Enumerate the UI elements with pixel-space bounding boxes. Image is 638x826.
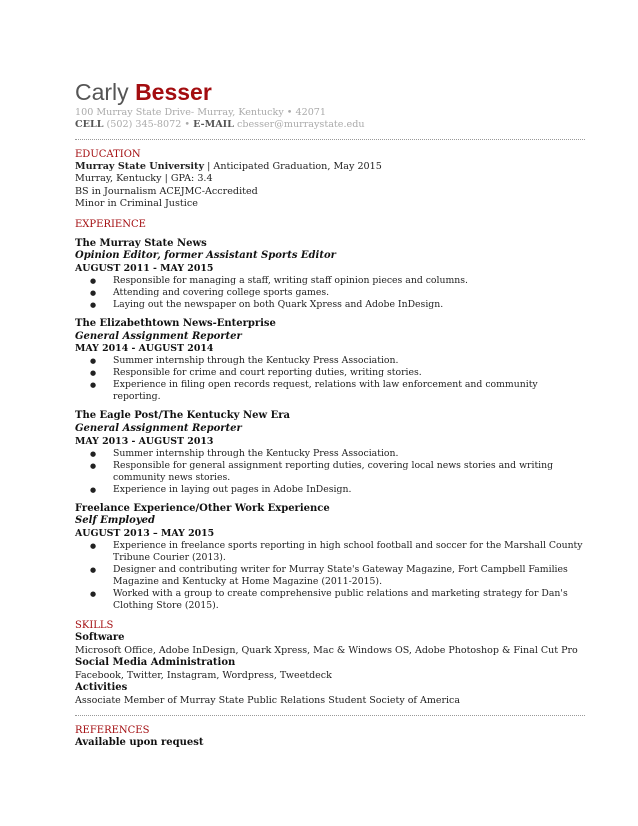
candidate-name (75, 80, 585, 104)
bullet-item: ● Worked with a group to create comprehensive public relations and marketing strategy for Dan's Clothing Store (2015). (75, 588, 585, 612)
bullet-item: ● Attending and covering college sports games. (75, 287, 585, 299)
job-dates: MAY 2013 - AUGUST 2013 (75, 435, 214, 447)
address: 100 Murray State Drive- Murray, Kentucky • 42071 (75, 107, 327, 118)
skill-value: Associate Member of Murray State Public Relations Student Society of America (75, 694, 461, 706)
experience-title: EXPERIENCE (75, 218, 146, 230)
job-entry (75, 410, 585, 495)
job-role: General Assignment Reporter (75, 423, 242, 434)
school-line (75, 161, 585, 173)
skill-heading: Social Media Administration (75, 657, 236, 669)
school-name: Murray State University (75, 161, 205, 172)
skills-title: SKILLS (75, 620, 114, 632)
job-org: The Eagle Post/The Kentucky New Era (75, 410, 290, 422)
bullet-item: ● Experience in freelance sports reporting in high school football and soccer for the Marshall County Tribune Courier (2013). (75, 540, 585, 564)
bullet-item: ● Summer internship through the Kentucky Press Association. (75, 448, 585, 460)
skill-heading: Software (75, 632, 125, 644)
bullet-item: ● Summer internship through the Kentucky Press Association. (75, 355, 585, 367)
school-detail: | Anticipated Graduation, May 2015 (204, 161, 382, 172)
education-title: EDUCATION (75, 149, 141, 160)
references-section (75, 725, 585, 750)
references-title: REFERENCES (75, 725, 150, 737)
job-org: The Murray State News (75, 237, 207, 249)
first-name: Carly (75, 79, 129, 105)
last-name: Besser (135, 79, 212, 105)
job-bullets (75, 448, 585, 496)
job-org: The Elizabethtown News-Enterprise (75, 318, 276, 330)
job-bullets (75, 540, 585, 612)
email-value[interactable]: cbesser@murraystate.edu (236, 119, 365, 130)
bullet-item: ● Responsible for crime and court reporting duties, writing stories. (75, 367, 585, 379)
divider-top (75, 139, 585, 140)
cell-label: CELL (75, 119, 104, 130)
job-org: Freelance Experience/Other Work Experience (75, 502, 330, 514)
job-bullets (75, 355, 585, 403)
bullet-item: ● Responsible for general assignment reporting duties, covering local news stories and writing community news stories. (75, 460, 585, 484)
job-role: General Assignment Reporter (75, 330, 242, 342)
job-bullets (75, 275, 585, 311)
job-role: Opinion Editor, former Assistant Sports Editor (75, 250, 336, 262)
school-location: Murray, Kentucky | GPA: 3.4 (75, 173, 213, 185)
job-dates: MAY 2014 - AUGUST 2014 (75, 343, 214, 355)
job-entry (75, 503, 585, 612)
contact-line (75, 119, 585, 131)
cell-value: (502) 345-8072 • (106, 119, 191, 130)
bullet-item: ● Responsible for managing a staff, writing staff opinion pieces and columns. (75, 275, 585, 287)
job-entry (75, 238, 585, 311)
references-text: Available upon request (75, 737, 204, 749)
bullet-item: ● Experience in filing open records request, relations with law enforcement and community reporting. (75, 379, 585, 403)
skill-value: Microsoft Office, Adobe InDesign, Quark Xpress, Mac & Windows OS, Adobe Photoshop & Final Cut Pro (75, 644, 578, 656)
bullet-item: ● Laying out the newspaper on both Quark Xpress and Adobe InDesign. (75, 299, 585, 311)
experience-section (75, 219, 585, 613)
job-entry (75, 318, 585, 403)
skill-value: Facebook, Twitter, Instagram, Wordpress, Tweetdeck (75, 669, 332, 681)
bullet-item: ● Experience in laying out pages in Adobe InDesign. (75, 484, 585, 496)
skills-section (75, 620, 585, 707)
divider-bottom (75, 715, 585, 716)
job-dates: AUGUST 2013 – MAY 2015 (75, 527, 215, 539)
minor: Minor in Criminal Justice (75, 198, 198, 210)
resume-page (75, 80, 585, 750)
bullet-item: ● Designer and contributing writer for Murray State's Gateway Magazine, Fort Campbell Families Magazine and Kentucky at Home Magazine (2011-2015). (75, 564, 585, 588)
degree: BS in Journalism ACEJMC-Accredited (75, 185, 258, 197)
job-dates: AUGUST 2011 - MAY 2015 (75, 262, 214, 274)
education-section (75, 149, 585, 211)
skill-heading: Activities (75, 682, 128, 694)
job-role: Self Employed (75, 515, 155, 527)
email-label: E-MAIL (193, 119, 234, 130)
